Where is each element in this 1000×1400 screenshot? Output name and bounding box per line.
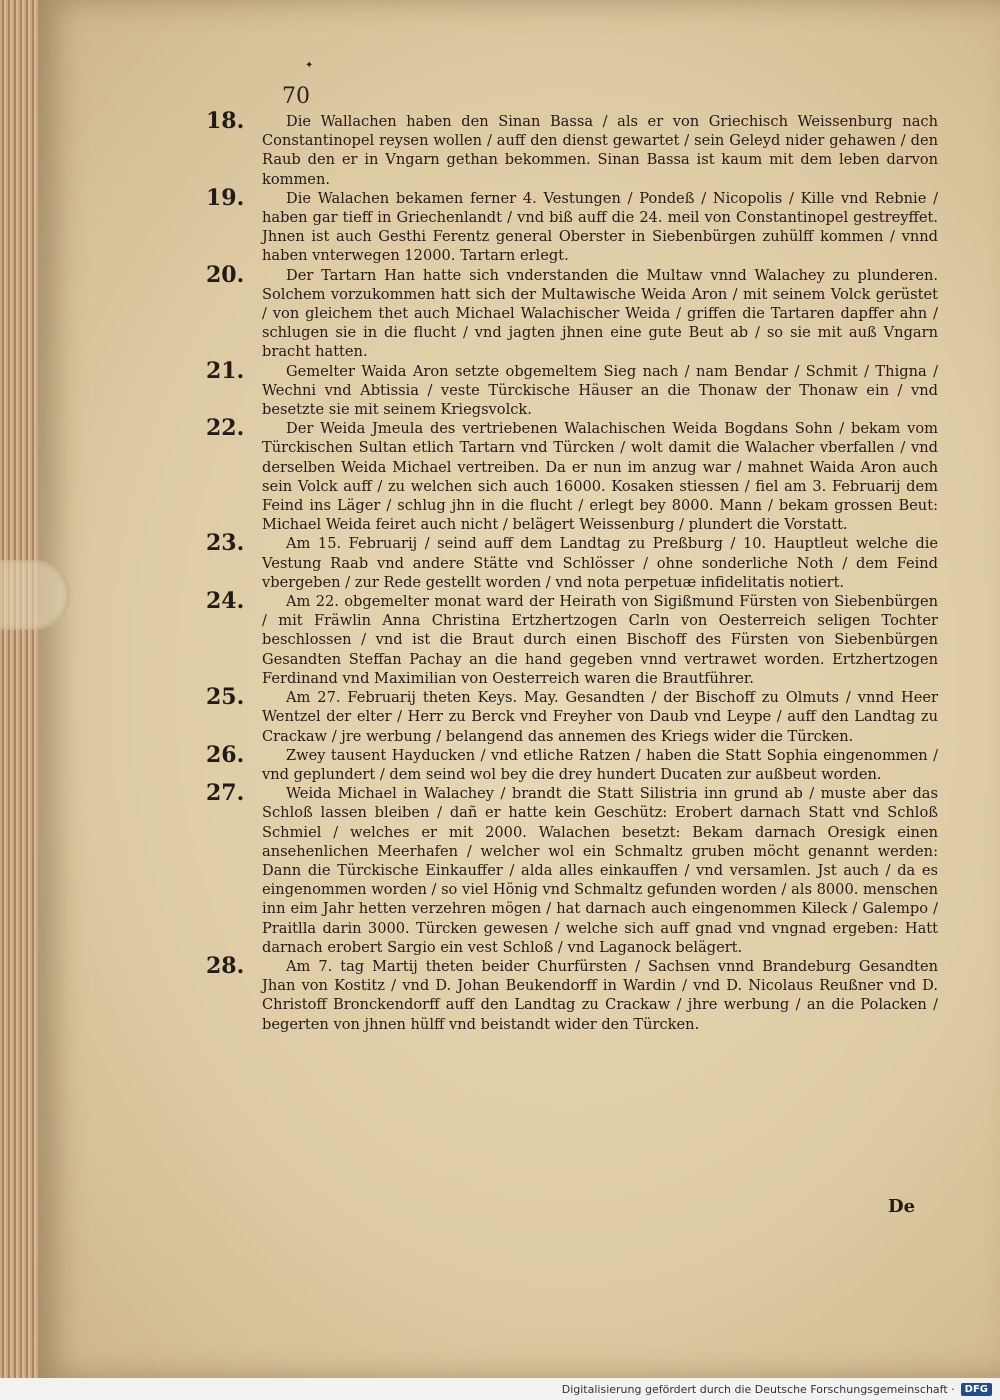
entry-text: Weida Michael in Walachey / brandt die Statt Silistria inn grund ab / muste aber das Schloß lassen bleiben / dañ er hatte kein Geschütz: Erobert darnach Statt vnd Schloß Schmiel / welches er mit 2000. Walachen besetzt: Bekam darnach Oresigk einen ansehenlichen Meerhafen / welcher wol ein Schmaltz gruben möcht genannt werden: Dann die Türckische Einkauffer / alda alles einkauffen / vnd versamlen. Jst auch / da es eingenommen worden / so viel Hönig vnd Schmaltz gefunden worden / als 8000. menschen inn eim Jahr hetten verzehren mögen / hat darnach auch eingenommen Kileck / Galempo / Praitlla darin 3000. Türcken gewesen / welche sich auff gnad vnd vngnad ergeben: Hatt darnach erobert Sargio ein vest Schloß / vnd Laganock belägert. (262, 785, 938, 956)
entry-number: 18. (206, 108, 245, 134)
entry-text: Gemelter Waida Aron setzte obgemeltem Sieg nach / nam Bendar / Schmit / Thigna / Wechni vnd Abtissia / veste Türckische Häuser an die Thonaw der Thonaw ein / vnd besetzte sie mit seinem Kriegsvolck. (262, 362, 938, 419)
entry-text: Am 27. Februarij theten Keys. May. Gesandten / der Bischoff zu Olmuts / vnnd Heer Wentzel der elter / Herr zu Berck vnd Freyher von Daub vnd Leype / auff den Landtag zu Crackaw / jre werbung / belangend das annemen des Kriegs wider die Türcken. (262, 689, 938, 745)
dfg-logo-icon: DFG (961, 1383, 992, 1396)
entry-number: 25. (206, 684, 245, 711)
entry-text: Zwey tausent Hayducken / vnd etliche Ratzen / haben die Statt Sophia eingenommen / vnd geplundert / dem seind wol bey die drey hundert Ducaten zur außbeut worden. (262, 746, 938, 783)
entry-paragraph (206, 108, 938, 189)
entry-paragraph (206, 588, 938, 688)
entry-text: Die Walachen bekamen ferner 4. Vestungen / Pondeß / Nicopolis / Kille vnd Rebnie / haben gar tieff in Griechenlandt / vnd biß auff die 24. meil von Constantinopel gestreyffet. Jhnen ist auch Gesthi Ferentz general Oberster in Siebenbürgen zuhülff kommen / vnnd haben vnterwegen 12000. Tartarn erlegt. (262, 189, 938, 265)
footer-text: Digitalisierung gefördert durch die Deutsche Forschungsgemeinschaft · (561, 1382, 955, 1396)
entry-text: Der Weida Jmeula des vertriebenen Walachischen Weida Bogdans Sohn / bekam vom Türckischen Sultan etlich Tartarn vnd Türcken / wolt damit die Walacher vberfallen / vnd derselben Weida Michael vertreiben. Da er nun im anzug war / mahnet Waida Aron auch sein Volck auff / zu welchen sich auch 16000. Kosaken stiessen / fiel am 3. Februarij dem Feind ins Läger / schlug jhn in die flucht / erlegt bey 8000. Mann / bekam grossen Beut: Michael Weida feiret auch nicht / belägert Weissenburg / plundert die Vorstatt. (262, 420, 938, 534)
entry-paragraph (206, 184, 938, 266)
digitization-footer (0, 1378, 1000, 1400)
entry-number: 20. (206, 261, 245, 288)
entry-number: 24. (206, 588, 245, 615)
entry-paragraph (206, 952, 938, 1034)
book-page-edges (0, 0, 40, 1400)
entry-paragraph (206, 415, 938, 534)
entry-paragraph (206, 530, 938, 592)
entry-paragraph (206, 357, 938, 420)
entry-text: Am 15. Februarij / seind auff dem Landtag zu Preßburg / 10. Hauptleut welche die Vestung Raab vnd andere Stätte vnd Schlösser / ohne sonderliche Noth / dem Feind vbergeben / zur Rede gestellt worden / vnd nota perpetuæ infidelitatis notiert. (262, 535, 938, 591)
entry-number: 28. (206, 952, 245, 979)
entry-number: 27. (206, 780, 245, 807)
paper-tab (0, 560, 70, 630)
entry-text: Am 22. obgemelter monat ward der Heirath von Sigißmund Fürsten von Siebenbürgen / mit Fräwlin Anna Christina Ertzhertzogen Carln von Oesterreich seligen Tochter beschlossen / vnd ist die Braut durch einen Bischoff des Fürsten von Siebenbürgen Gesandten Steffan Pachay an die hand gegeben vnnd vertrawet worden. Ertzhertzogen Ferdinand vnd Maximilian von Oesterreich waren die Brautführer. (262, 593, 938, 687)
entry-paragraph (206, 741, 938, 784)
entry-text: Der Tartarn Han hatte sich vnderstanden die Multaw vnnd Walachey zu plunderen. Solchem vorzukommen hatt sich der Multawische Weida Aron / mit seinem Volck gerüstet / von gleichem thet auch Michael Walachischer Weida / griffen die Tartaren dapffer ahn / schlugen sie in die flucht / vnd jagten jhnen eine gute Beut ab / so sie mit auß Vngarn bracht hatten. (262, 266, 938, 361)
entry-text: Am 7. tag Martij theten beider Churfürsten / Sachsen vnnd Brandeburg Gesandten Jhan von Kostitz / vnd D. Johan Beukendorff in Wardin / vnd D. Nicolaus Reußner vnd D. Christoff Bronckendorff auff den Landtag zu Crackaw / jhre werbung / an die Polacken / begerten von jhnen hülff vnd beistandt wider den Türcken. (262, 957, 938, 1033)
entry-number: 26. (206, 741, 245, 768)
entry-number: 21. (206, 357, 245, 384)
entry-number: 23. (206, 530, 245, 557)
catchword: De (888, 1196, 916, 1217)
entry-number: 22. (206, 415, 245, 442)
entry-text: Die Wallachen haben den Sinan Bassa / als er von Griechisch Weissenburg nach Constantinopel reysen wollen / auff den dienst gewartet / sein Geleyd nider gehawen / den Raub den er in Vngarn gethan bekommen. Sinan Bassa ist kaum mit dem leben darvon kommen. (262, 113, 938, 188)
entry-paragraph (206, 780, 938, 957)
entry-paragraph (206, 261, 938, 362)
page-text (206, 108, 938, 1034)
entry-number: 19. (206, 184, 245, 211)
entry-paragraph (206, 684, 938, 746)
ornament-mark: ✦ (305, 60, 314, 71)
page-number: 70 (282, 84, 310, 109)
